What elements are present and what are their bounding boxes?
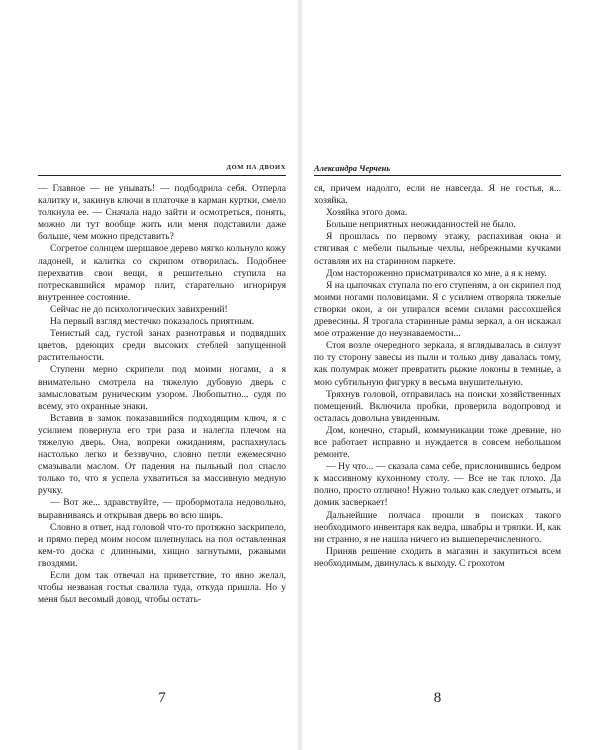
paragraph: Я прошлась по первому этажу, распахивая окна и стягивая с мебели пыльные чехлы, небрежными кучками оставляя их на старинном паркете. xyxy=(314,231,561,267)
right-running-head-text: Александра Черчень xyxy=(314,163,391,173)
paragraph: Дом, конечно, старый, коммуникации тоже древние, но все работает исправно и нуждается в совсем небольшом ремонте. xyxy=(314,424,561,461)
left-running-header xyxy=(38,163,286,176)
paragraph: Вставив в замок показавшийся подходящим ключ, я с усилием повернула его три раза и налегла плечом на тяжелую дверь. Она, вопреки ожиданиям, распахнулась настолько легко и беззвучно, словно петли ежемесячно смазывали маслом. От падения на пыльный пол спасло только то, что я успела ухватиться за массивную медную ручку. xyxy=(38,412,286,497)
paragraph: Больше неприятных неожиданностей не было. xyxy=(326,219,516,231)
paragraph: Тряхнув головой, отправилась на поиски хозяйственных помещений. Включила пробки, проверила водопровод и осталась довольна увиденным. xyxy=(314,388,561,424)
right-page-body xyxy=(314,183,561,570)
paragraph: Дом настороженно присматривался ко мне, а я к нему. xyxy=(326,267,547,279)
right-running-header xyxy=(314,163,561,176)
paragraph: Дальнейшие полчаса прошли в поисках такого необходимого инвентаря как ведра, швабры и тряпки. И, как ни странно, я не нашла ничего из вышеперечисленного. xyxy=(314,509,561,545)
paragraph: — Вот же... здравствуйте, — пробормотала недовольно, выравниваясь и открывая дверь во всю ширь. xyxy=(38,497,286,521)
paragraph: — Главное — не унывать! — подбодрила себя. Отперла калитку и, закинув ключи в платочке в карман куртки, смело толкнула ее. — Сначала надо зайти и осмотреться, понять, можно ли тут вообще жить или меня подставили даже больше, чем можно представить? xyxy=(38,183,286,243)
paragraph: Сейчас не до психологических завихрений! xyxy=(50,303,228,315)
paragraph: На первый взгляд местечко показалось приятным. xyxy=(50,316,255,328)
paragraph: Приняв решение сходить в магазин и закупиться всем необходимым, двинулась к выходу. С грохотом xyxy=(314,545,561,569)
paragraph: — Ну что... — сказала сама себе, прислонившись бедром к массивному кухонному столу. — Все не так плохо. Да полно, просто отлично! Нужно только как следует отмыть, и домик засверкает! xyxy=(314,461,561,509)
paragraph: ся, причем надолго, если не навсегда. Я не гостья, я... хозяйка. xyxy=(314,183,561,207)
left-running-head-text: ДОМ НА ДВОИХ xyxy=(226,164,286,171)
paragraph: Хозяйка этого дома. xyxy=(326,207,408,219)
paragraph: Стоя возле очередного зеркала, я вглядывалась в силуэт по ту сторону завесы из пыли и только диву давалась тому, как полумрак может превратить рыжие локоны в темные, а мою субтильную фигурку в весьма внушительную. xyxy=(314,340,561,388)
right-page-number: 8 xyxy=(433,690,442,706)
paragraph: Словно в ответ, над головой что-то протяжно заскрипело, и прямо перед моим носом шлепнулась на пол оставленная кем-то доска с длинными, хищно загнутыми, ржавыми гвоздями. xyxy=(38,521,286,569)
paragraph: Если дом так отвечал на приветствие, то явно желал, чтобы незваная гостья свалила туда, откуда пришла. Но у меня был весомый довод, чтобы остать- xyxy=(38,570,286,606)
left-page-number: 7 xyxy=(158,690,166,706)
paragraph: Согретое солнцем шершавое дерево мягко кольнуло кожу ладоней, и калитка со скрипом отворилась. Подобнее перехватив свои вещи, я решительно ступила на потрескавшийся мрамор плит, старательно игнорируя внутреннее состояние. xyxy=(38,243,286,303)
paragraph: Тенистый сад, густой занах разнотравья и подвядших цветов, рдеющих среди высоких стеблей запущенной растительности. xyxy=(38,328,286,364)
left-page-body xyxy=(38,183,286,606)
paragraph: Я на цыпочках ступала по его ступеням, а он скрипел под моими ногами половицами. Я с усилием отворяла тяжелые створки окон, а он упирался всеми силами рассохшейся древесины. Я трогала старинные рамы зеркал, а он искажал мое отражение до неузнаваемости... xyxy=(314,279,561,340)
paragraph: Ступени мерно скрипели под моими ногами, а я внимательно смотрела на тяжелую дубовую дверь с замысловатым руническим узором. Любопытно... судя по всему, это охранные знаки. xyxy=(38,364,286,412)
book-gutter xyxy=(296,0,304,750)
